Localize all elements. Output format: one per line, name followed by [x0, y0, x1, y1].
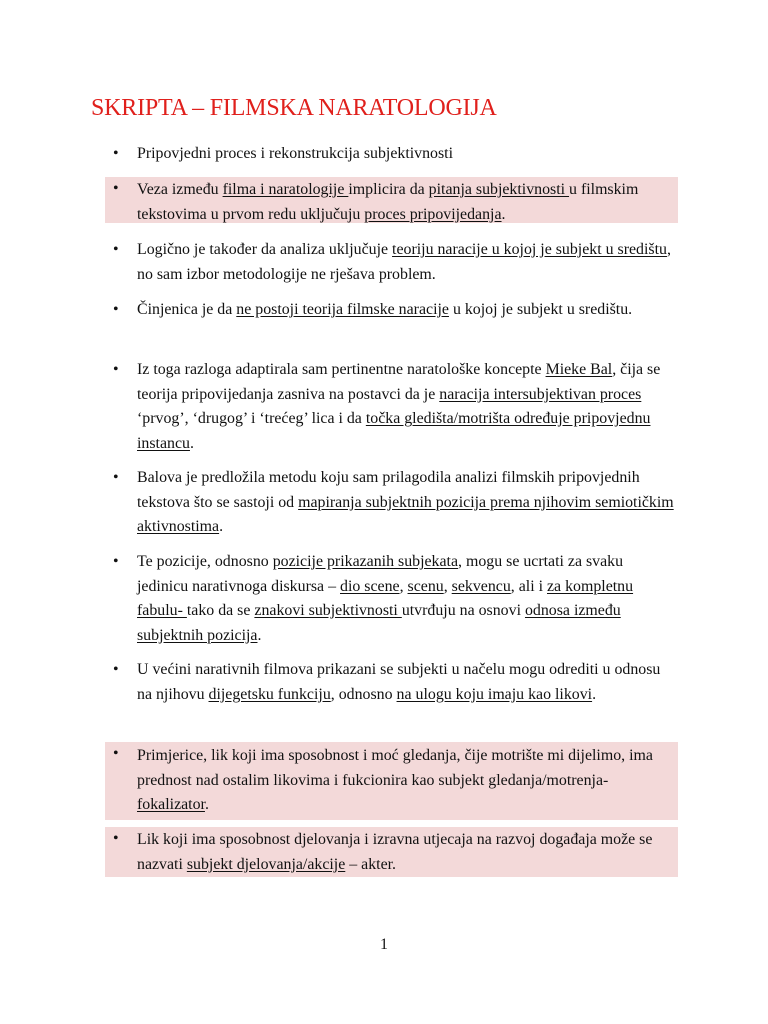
bullet-text	[137, 658, 674, 707]
bullet-item	[105, 742, 678, 820]
bullet-marker: •	[113, 241, 119, 258]
text-segment: Veza između	[137, 181, 223, 198]
text-segment: Činjenica je da	[137, 301, 237, 318]
bullet-text	[137, 466, 674, 540]
text-segment: , ali i	[510, 577, 547, 595]
underlined-phrase: odnosa između subjektnih pozicija	[137, 602, 621, 644]
text-segment: , mogu se ucrtati za svaku jedinicu narativnoga diskursa –	[137, 553, 624, 595]
text-segment: .	[219, 518, 224, 535]
bullet-text	[137, 298, 674, 323]
underlined-phrase: pozicije prikazanih subjekata	[272, 553, 459, 570]
bullet-item	[105, 358, 678, 456]
bullet-item	[105, 827, 678, 877]
underlined-phrase: znakovi subjektivnosti	[254, 602, 402, 619]
bullet-text	[137, 178, 674, 227]
bullet-text	[137, 550, 674, 648]
underlined-phrase: točka gledišta/motrišta određuje pripovjednu instancu	[137, 410, 651, 452]
bullet-marker: •	[113, 830, 119, 847]
underlined-phrase: za kompletnu fabulu-	[137, 577, 634, 619]
text-segment: Lik koji ima sposobnost djelovanja i izravna utjecaja na razvoj događaja može se nazvati	[137, 831, 653, 873]
text-segment: u filmskim tekstovima u prvom redu uključuju	[137, 181, 639, 223]
underlined-phrase: subjekt djelovanja/akcije	[186, 855, 346, 873]
underlined-phrase: na ulogu koju imaju kao likovi	[396, 685, 593, 703]
text-segment: tako da se	[186, 602, 255, 619]
text-segment: Logično je također da analiza uključuje	[137, 241, 393, 258]
text-segment: ‘prvog’, ‘drugog’ i ‘trećeg’ lica i da	[137, 410, 366, 427]
underlined-phrase: Mieke Bal	[545, 361, 613, 378]
underlined-phrase: proces pripovijedanja	[364, 205, 502, 223]
underlined-phrase: scenu	[407, 577, 444, 595]
underlined-phrase: fokalizator	[137, 796, 205, 813]
bullet-marker: •	[113, 361, 119, 378]
text-segment: .	[257, 626, 262, 644]
bullet-text	[137, 744, 674, 818]
bullet-marker: •	[113, 180, 119, 197]
text-segment: , odnosno	[330, 685, 397, 703]
text-segment: Pripovjedni proces i rekonstrukcija subjektivnosti	[137, 145, 453, 162]
text-segment: Primjerice, lik koji ima sposobnost i moć gledanja, čije motrište mi dijelimo, ima prednost nad ostalim likovima i fukcionira kao subjekt gledanja/motrenja-	[137, 747, 653, 789]
bullet-item	[105, 177, 678, 223]
bullet-marker: •	[113, 745, 119, 762]
bullet-marker: •	[113, 469, 119, 486]
text-segment: implicira da	[348, 181, 429, 198]
bullet-item	[105, 238, 678, 288]
bullet-item	[105, 142, 678, 167]
underlined-phrase: pitanja subjektivnosti	[428, 181, 570, 198]
bullet-item	[105, 658, 678, 732]
page-number: 1	[380, 936, 388, 953]
text-segment: u kojoj je subjekt u središtu.	[448, 301, 633, 318]
text-segment: .	[204, 796, 209, 813]
document-title: SKRIPTA – FILMSKA NARATOLOGIJA	[91, 95, 497, 121]
bullet-text	[137, 828, 674, 877]
text-segment: Te pozicije, odnosno	[137, 553, 273, 570]
bullet-text	[137, 358, 674, 456]
text-segment: ,	[399, 577, 408, 595]
underlined-phrase: mapiranja subjektnih pozicija prema njihovim semiotičkim aktivnostima	[137, 493, 674, 535]
text-segment: Balova je predložila metodu koju sam prilagodila analizi filmskih pripovjednih tekstova što se sastoji od	[137, 469, 640, 511]
bullet-item	[105, 298, 678, 348]
text-segment: .	[592, 685, 597, 703]
underlined-phrase: naracija intersubjektivan proces	[439, 385, 642, 403]
bullet-text	[137, 142, 674, 167]
text-segment: Iz toga razloga adaptirala sam pertinentne naratološke koncepte	[137, 361, 546, 378]
underlined-phrase: filma i naratologije	[222, 181, 349, 198]
text-segment: , no sam izbor metodologije ne rješava problem.	[137, 241, 671, 283]
underlined-phrase: sekvencu	[451, 577, 511, 595]
text-segment: U većini narativnih filmova prikazani se subjekti u načelu mogu odrediti u odnosu na njihovu	[137, 661, 661, 703]
underlined-phrase: dio scene	[340, 577, 400, 595]
bullet-marker: •	[113, 661, 119, 678]
text-segment: .	[189, 434, 194, 452]
underlined-phrase: ne postoji teorija filmske naracije	[236, 301, 449, 318]
text-segment: – akter.	[345, 855, 397, 873]
text-segment: utvrđuju na osnovi	[401, 602, 525, 619]
text-segment: ,	[443, 577, 452, 595]
text-segment: , čija se teorija pripovijedanja zasniva na postavci da je	[137, 361, 661, 403]
underlined-phrase: dijegetsku funkciju	[208, 685, 331, 703]
bullet-text	[137, 238, 674, 287]
bullet-marker: •	[113, 145, 119, 162]
bullet-item	[105, 550, 678, 648]
bullet-marker: •	[113, 301, 119, 318]
text-segment: .	[501, 205, 506, 223]
bullet-marker: •	[113, 553, 119, 570]
bullet-item	[105, 466, 678, 540]
underlined-phrase: teoriju naracije u kojoj je subjekt u središtu	[392, 241, 667, 258]
